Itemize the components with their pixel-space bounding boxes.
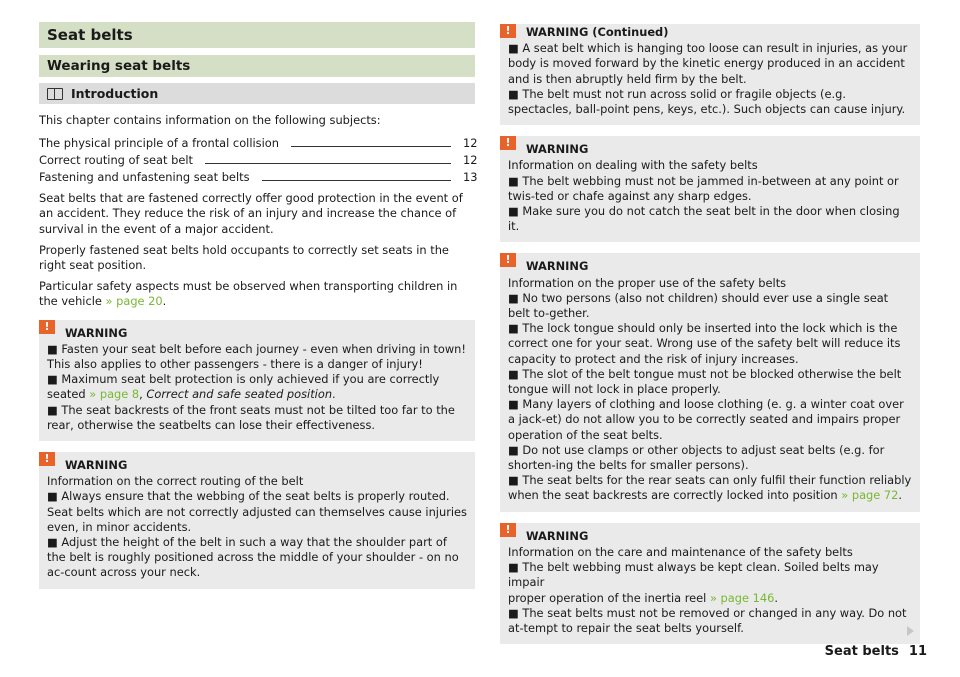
warning-title [508,529,912,544]
warning-text: . [774,590,778,605]
chapter-title: Seat belts [39,22,475,48]
reference-title: Correct and safe seated position [146,387,333,402]
toc-page[interactable]: 12 [463,136,478,150]
right-column [500,24,920,655]
warning-title-text: WARNING [65,458,128,473]
warning-item [508,473,912,503]
warning-title-text: WARNING (Continued) [526,25,669,39]
warning-item: ■ Make sure you do not catch the seat belt in the door when closing it. [508,204,900,234]
warning-item: ■ Fasten your seat belt before each journey - even when driving in town! This also applies to other passengers - there is a danger of injury! [47,341,466,372]
warning-title [47,326,467,341]
warning-item: ■ The belt webbing must not be jammed in-between at any point or twis-ted or chafe against any sharp edges. [508,173,899,203]
page-link[interactable]: » page 8 [89,387,140,402]
body-paragraph: Seat belts that are fastened correctly offer good protection in the event of an accident. They reduce the risk of an injury and increase the chance of survival in the event of a major accident. [39,191,463,236]
warning-item: ■ The seat belts must not be removed or changed in any way. Do not at-tempt to repair the seat belts yourself. [508,605,907,635]
warning-item: ■ Adjust the height of the belt in such a way that the shoulder part of the belt is roughly positioned across the middle of your shoulder - on no ac-count across your neck. [47,535,459,580]
warning-item [508,591,912,606]
page-number: 11 [908,644,927,659]
page-link[interactable]: » page 20 [105,294,163,309]
warning-item: ■ The lock tongue should only be inserted into the lock which is the correct one for your seat. Wrong use of the safety belt will reduce its capacity to protect and the risk of injury increases. [508,321,901,366]
section-title: Wearing seat belts [39,55,475,77]
warning-item: ■ The belt webbing must always be kept clean. Soiled belts may impair [508,560,879,590]
continue-arrow-icon [907,626,914,636]
warning-box [500,253,920,511]
page-footer [825,644,927,659]
warning-item: ■ A seat belt which is hanging too loose can result in injuries, as your body is moved forward by the kinetic energy produced in an accident and is then abruptly held firm by the belt. [508,41,908,86]
warning-box [500,136,920,242]
warning-item: ■ The belt must not run across solid or fragile objects (e.g. spectacles, ball-point pens, keys, etc.). Such objects can cause injury. [508,86,906,117]
warning-title-text: WARNING [65,325,128,340]
warning-text: , [139,387,147,402]
footer-section: Seat belts [824,644,899,659]
warning-title [508,259,912,274]
paragraph-text: Particular safety aspects must be observed when transporting children in the vehicle [39,279,458,309]
warning-title-text: WARNING [526,259,589,274]
toc-item[interactable] [39,134,478,151]
warning-exclamation-icon: ! [39,320,55,334]
warning-title [508,25,912,40]
warning-item: ■ The slot of the belt tongue must not be blocked otherwise the belt tongue will not lock in place properly. [508,366,902,397]
warning-box [500,523,920,644]
toc-leader [291,146,451,147]
warning-title-text: WARNING [526,528,589,543]
warning-text: . [332,387,336,402]
body-paragraph [39,279,475,309]
intro-text: This chapter contains information on the following subjects: [39,113,381,127]
warning-intro: Information on the proper use of the safety belts [508,275,787,290]
toc-item[interactable] [39,168,478,185]
toc-label[interactable]: The physical principle of a frontal collision [39,136,279,150]
warning-title [47,458,467,473]
warning-text: . [898,488,903,503]
toc-item[interactable] [39,151,478,168]
warning-box [39,452,475,589]
book-icon [47,88,63,100]
body-paragraph: Properly fastened seat belts hold occupants to correctly set seats in the right seat position. [39,242,449,273]
warning-intro: Information on dealing with the safety belts [508,158,758,173]
toc-leader [262,180,451,181]
page-link[interactable]: » page 72 [841,488,899,503]
toc-leader [205,163,451,164]
warning-title-text: WARNING [526,142,589,157]
warning-text: ■ The seat belts for the rear seats can only fulfil their function reliably when the seat backrests are correctly locked into position [508,473,912,503]
warning-box [500,24,920,125]
warning-item: ■ Many layers of clothing and loose clothing (e. g. a winter coat over a jack-et) do not allow you to be correctly seated and impairs proper operation of the seat belts. [508,397,904,442]
warning-text: ■ Maximum seat belt protection is only achieved if you are correctly seated [47,372,440,402]
paragraph-text: . [162,294,167,309]
warning-exclamation-icon: ! [500,253,516,267]
page-link[interactable]: » page 146 [709,590,775,605]
warning-box [39,320,475,441]
warning-intro: Information on the correct routing of the belt [47,474,304,489]
toc-page[interactable]: 12 [463,153,478,167]
warning-exclamation-icon: ! [500,523,516,537]
warning-text: proper operation of the inertia reel [508,590,710,605]
toc-list [39,134,478,185]
warning-exclamation-icon: ! [500,24,516,38]
warning-intro: Information on the care and maintenance of the safety belts [508,544,853,559]
warning-title [508,142,912,157]
toc-label[interactable]: Fastening and unfastening seat belts [39,170,250,184]
left-column [39,22,478,600]
toc-label[interactable]: Correct routing of seat belt [39,153,193,167]
warning-item: ■ No two persons (also not children) should ever use a single seat belt to-gether. [508,290,889,321]
subsection-title [39,83,475,104]
warning-item: ■ Do not use clamps or other objects to adjust seat belts (e.g. for shorten-ing the belts for smaller persons). [508,442,885,473]
warning-exclamation-icon: ! [39,452,55,466]
toc-page[interactable]: 13 [463,170,478,184]
warning-exclamation-icon: ! [500,136,516,150]
warning-item: ■ The seat backrests of the front seats must not be tilted too far to the rear, otherwise the seatbelts can lose their effectiveness. [47,402,455,432]
subsection-label: Introduction [71,86,159,101]
warning-item: ■ Always ensure that the webbing of the seat belts is properly routed. Seat belts which are not correctly adjusted can themselves cause injuries even, in minor accidents. [47,489,467,534]
warning-item [47,372,467,402]
